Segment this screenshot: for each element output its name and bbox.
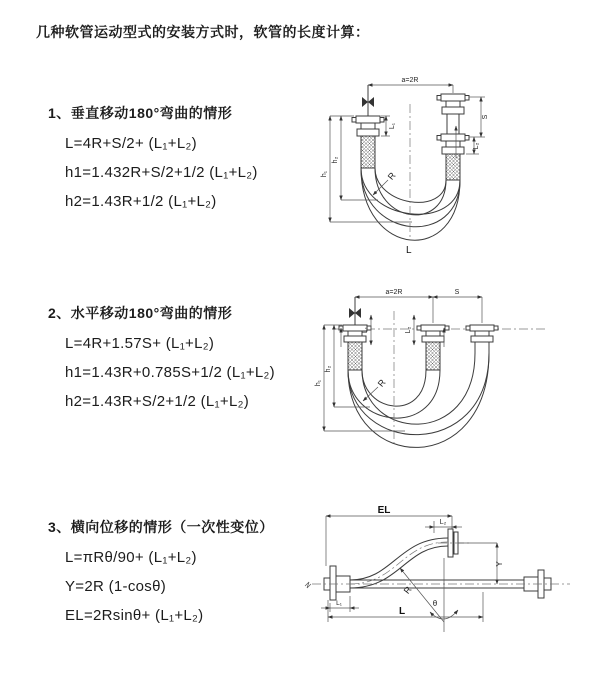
dim-l2: [425, 519, 462, 533]
dim-y: [458, 543, 504, 584]
dim-l: [328, 592, 483, 622]
dim-s: [433, 289, 482, 323]
formula-Y: Y=2R (1-cosθ): [65, 578, 167, 595]
left-flange: [324, 566, 350, 600]
angle-label: θ: [432, 599, 438, 608]
formula-L: L=4R+S/2+ (L₁+L₂): [65, 135, 197, 152]
diagram-lateral-displacement: [298, 500, 600, 665]
dim-label-h1: h₁: [321, 170, 328, 178]
dim-a2r: [368, 77, 453, 93]
dim-label-l2: L₂: [405, 326, 412, 334]
dim-label-l1: L₁: [362, 326, 369, 334]
angle-theta: [430, 558, 458, 632]
dim-label-a2r: a=2R: [385, 289, 403, 296]
diagram-vertical-180-bend: [310, 70, 600, 265]
formula-EL: EL=2Rsinθ+ (L₁+L₂): [65, 607, 204, 624]
left-braided-hose: [348, 342, 362, 370]
dim-label-l2: L₂: [473, 142, 480, 150]
radius-label: R: [385, 170, 398, 182]
formula-h1: h1=1.43R+0.785S+1/2 (L₁+L₂): [65, 364, 275, 381]
dim-l2: [405, 315, 414, 345]
formula-L: L=πRθ/90+ (L₁+L₂): [65, 549, 197, 566]
dim-label-l1: L₁: [336, 600, 342, 607]
dim-label-l: L: [398, 606, 406, 617]
radius-label: R: [375, 377, 388, 389]
dim-label-s: S: [454, 289, 460, 296]
dim-label-y: Y: [495, 561, 504, 567]
length-label: L: [406, 245, 412, 256]
dim-s: [469, 97, 489, 137]
section2-heading: 2、水平移动180°弯曲的情形: [48, 305, 233, 321]
right-braided-hose: [446, 154, 460, 180]
formula-h2: h2=1.43R+S/2+1/2 (L₁+L₂): [65, 393, 250, 410]
page-title: 几种软管运动型式的安装方式时，软管的长度计算：: [36, 24, 370, 40]
left-braided-hose: [361, 136, 375, 168]
formula-h1: h1=1.432R+S/2+1/2 (L₁+L₂): [65, 164, 258, 181]
right-flange-upper: [437, 94, 469, 134]
right-flange: [466, 325, 498, 353]
formula-h2: h2=1.43R+1/2 (L₁+L₂): [65, 193, 217, 210]
radius-label: R: [401, 584, 414, 596]
section3-heading: 3、横向位移的情形（一次性变位）: [48, 519, 274, 535]
hose-curves: [361, 168, 460, 240]
dim-label-el: EL: [377, 505, 391, 516]
dim-label-l1: L₁: [389, 122, 396, 130]
dim-label-h2: h₂: [332, 156, 339, 164]
dim-label-h2: h₂: [325, 365, 332, 373]
section-lateral-displacement: [48, 517, 328, 624]
dim-label-l2: L₂: [439, 519, 447, 526]
dim-label-h1: h₁: [315, 379, 322, 387]
section1-heading: 1、垂直移动180°弯曲的情形: [48, 105, 233, 121]
formula-L: L=4R+1.57S+ (L₁+L₂): [65, 335, 215, 352]
valve-icon: [362, 85, 374, 116]
dim-l1: [321, 596, 359, 612]
section-vertical-movement: [48, 103, 328, 210]
dim-label-s: S: [482, 114, 489, 120]
valve-icon: [349, 297, 361, 325]
radius-leader: [400, 568, 444, 622]
middle-braided-hose: [426, 342, 440, 370]
diagram-horizontal-180-bend: [310, 283, 600, 461]
left-flange: [352, 116, 384, 136]
dim-label-a2r: a=2R: [401, 77, 419, 84]
dim-el: [326, 505, 452, 566]
hose-curves: [348, 353, 489, 447]
right-flange-lower: [437, 134, 469, 154]
section-horizontal-movement: [48, 303, 328, 410]
